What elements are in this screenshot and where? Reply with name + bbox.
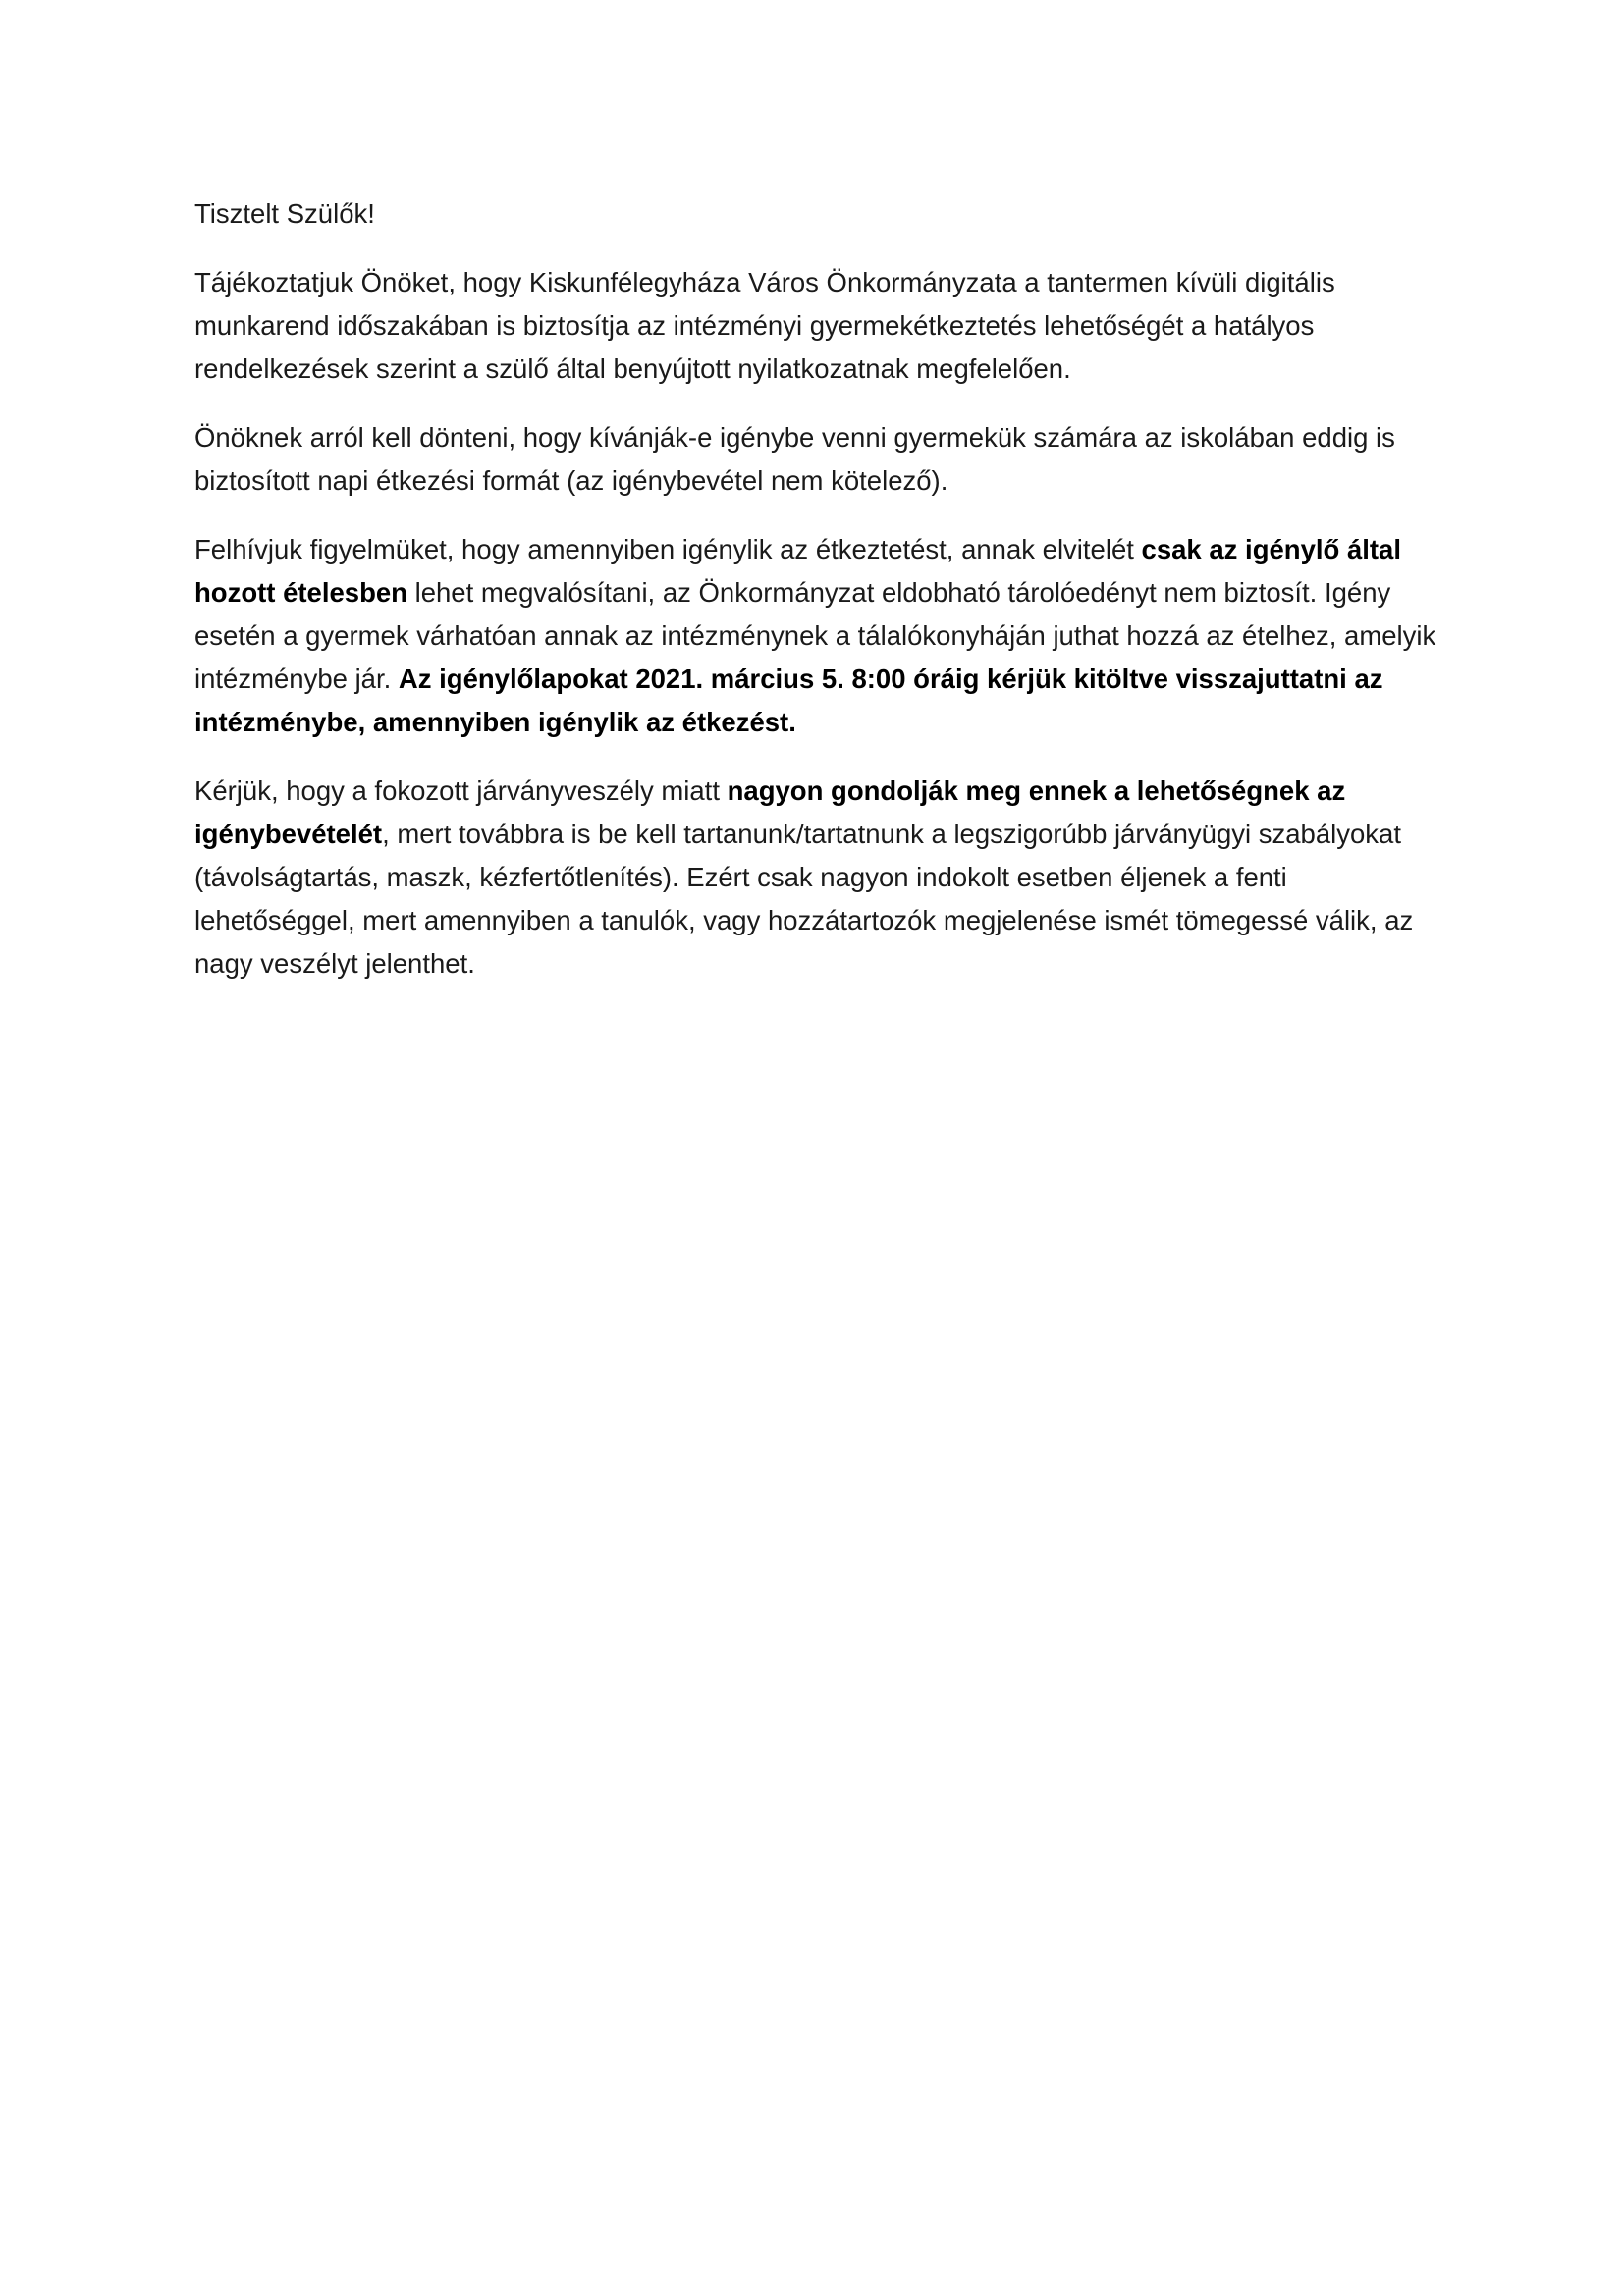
letter-body — [194, 192, 1451, 1011]
paragraph-pickup-info — [194, 528, 1451, 744]
warning-text-2: , mert továbbra is be kell tartanunk/tartatnunk a legszigorúbb járványügyi szabályokat (távolságtartás, maszk, kézfertőtlenítés). Ezért csak nagyon indokolt esetben éljenek a fenti lehetőséggel, mert amennyiben a tanulók, vagy hozzátartozók megjelenése ismét tömegessé válik, az nagy veszélyt jelenthet. — [194, 819, 1414, 979]
pickup-text-1: Felhívjuk figyelmüket, hogy amennyiben igénylik az étkeztetést, annak elvitelét — [194, 534, 1142, 564]
pickup-bold-deadline: Az igénylőlapokat 2021. március 5. 8:00 óráig kérjük kitöltve visszajuttatni az intézménybe, amennyiben igénylik az étkezést. — [194, 664, 1383, 737]
warning-text-1: Kérjük, hogy a fokozott járványveszély miatt — [194, 775, 728, 806]
paragraph-decision: Önöknek arról kell dönteni, hogy kívánják-e igénybe venni gyermekük számára az iskolában eddig is biztosított napi étkezési formát (az igénybevétel nem kötelező). — [194, 422, 1395, 496]
pickup-bold-container: csak az igénylő által hozott ételesben — [194, 534, 1401, 608]
paragraph-warning — [194, 770, 1451, 986]
warning-bold: nagyon gondolják meg ennek a lehetőségnek az igénybevételét — [194, 775, 1346, 849]
pickup-text-2: lehet megvalósítani, az Önkormányzat eldobható tárolóedényt nem biztosít. Igény esetén a gyermek várhatóan annak az intézménynek a tálalókonyháján juthat hozzá az ételhez, amelyik intézménybe jár. — [194, 577, 1436, 694]
greeting: Tisztelt Szülők! — [194, 198, 375, 229]
paragraph-intro: Tájékoztatjuk Önöket, hogy Kiskunfélegyháza Város Önkormányzata a tantermen kívüli digitális munkarend időszakában is biztosítja az intézményi gyermekétkeztetés lehetőségét a hatályos rendelkezések szerint a szülő által benyújtott nyilatkozatnak megfelelően. — [194, 267, 1335, 384]
